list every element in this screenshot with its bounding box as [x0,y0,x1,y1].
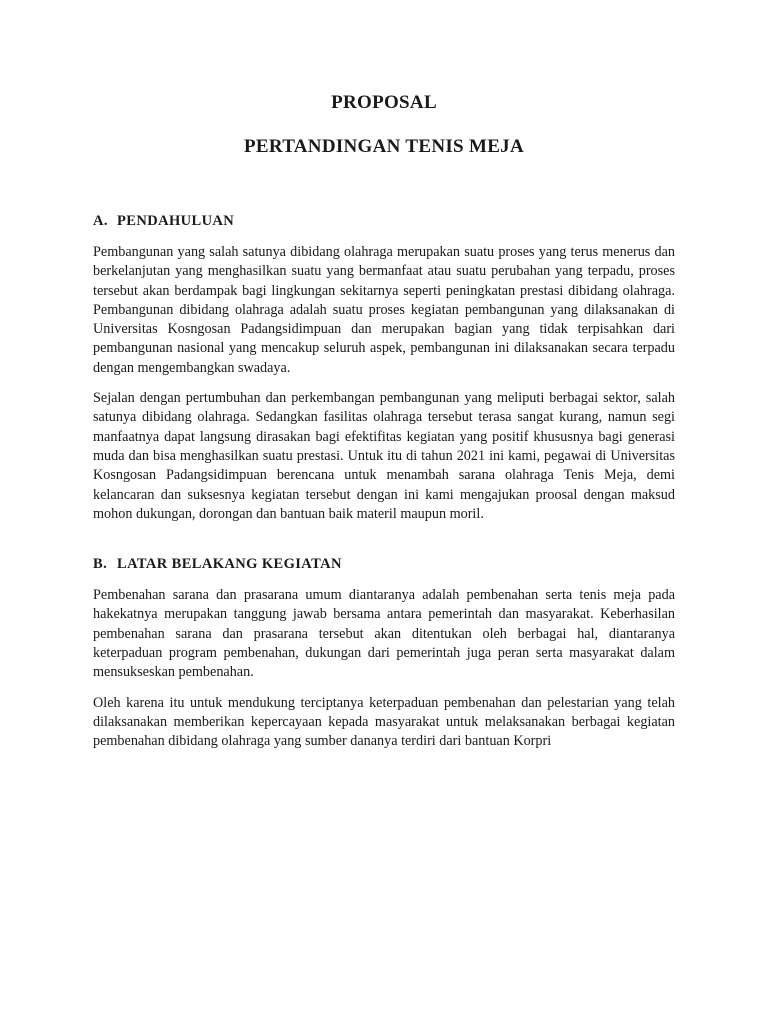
paragraph: Pembenahan sarana dan prasarana umum diantaranya adalah pembenahan serta tenis meja pada hakekatnya merupakan tanggung jawab bersama antara pemerintah dan masyarakat. Keberhasilan pembenahan sarana dan prasarana tersebut akan ditentukan oleh berbagai hal, diantaranya keterpaduan program pembenahan, dukungan dari pemerintah juga peran serta masyarakat dalam mensukseskan pembenahan. [93,587,675,681]
section-title: LATAR BELAKANG KEGIATAN [117,556,342,573]
section-letter: A. [93,213,108,229]
document-subtitle: PERTANDINGAN TENIS MEJA [243,136,524,157]
paragraph: Oleh karena itu untuk mendukung terciptanya keterpaduan pembenahan dan pelestarian yang telah dilaksanakan memberikan kepercayaan kepada masyarakat untuk melaksanakan berbagai kegiatan pembenahan dibidang olahraga yang sumber dananya terdiri dari bantuan Korpri [93,694,675,750]
section-heading-latar-belakang [93,554,675,574]
section-letter: B. [93,556,108,573]
paragraph: Sejalan dengan pertumbuhan dan perkembangan pembangunan yang meliputi berbagai sektor, salah satunya dibidang olahraga. Sedangkan fasilitas olahraga tersebut terasa sangat kurang, namun segi manfaatnya dapat langsung dirasakan bagi efektifitas kegiatan yang positif khususnya bagi generasi muda dan bisa menghasilkan suatu prestasi. Untuk itu di tahun 2021 ini kami, pegawai di Universitas Kosngosan Padangsidimpuan berencana untuk menambah sarana olahraga Tenis Meja, demi kelancaran dan suksesnya kegiatan tersebut dengan ini kami mengajukan proosal dengan maksud mohon dukungan, dorongan dan bantuan baik materil maupun moril. [93,390,675,522]
paragraph: Pembangunan yang salah satunya dibidang olahraga merupakan suatu proses yang terus menerus dan berkelanjutan yang menghasilkan suatu yang bermanfaat atau suatu perubahan yang terpadu, proses tersebut akan berdampak bagi lingkungan sekitarnya seperti peningkatan prestasi dibidang olahraga. Pembangunan dibidang olahraga adalah suatu proses kegiatan pembangunan yang dilaksanakan di Universitas Kosngosan Padangsidimpuan dan merupakan bagian yang tidak terpisahkan dari pembangunan nasional yang mencakup seluruh aspek, pembangunan ini dilaksanakan secara terpadu dengan mengembangkan swadaya. [93,244,675,376]
document-title: PROPOSAL [331,92,437,113]
section-heading-pendahuluan [93,211,675,231]
section-title: PENDAHULUAN [117,213,235,229]
